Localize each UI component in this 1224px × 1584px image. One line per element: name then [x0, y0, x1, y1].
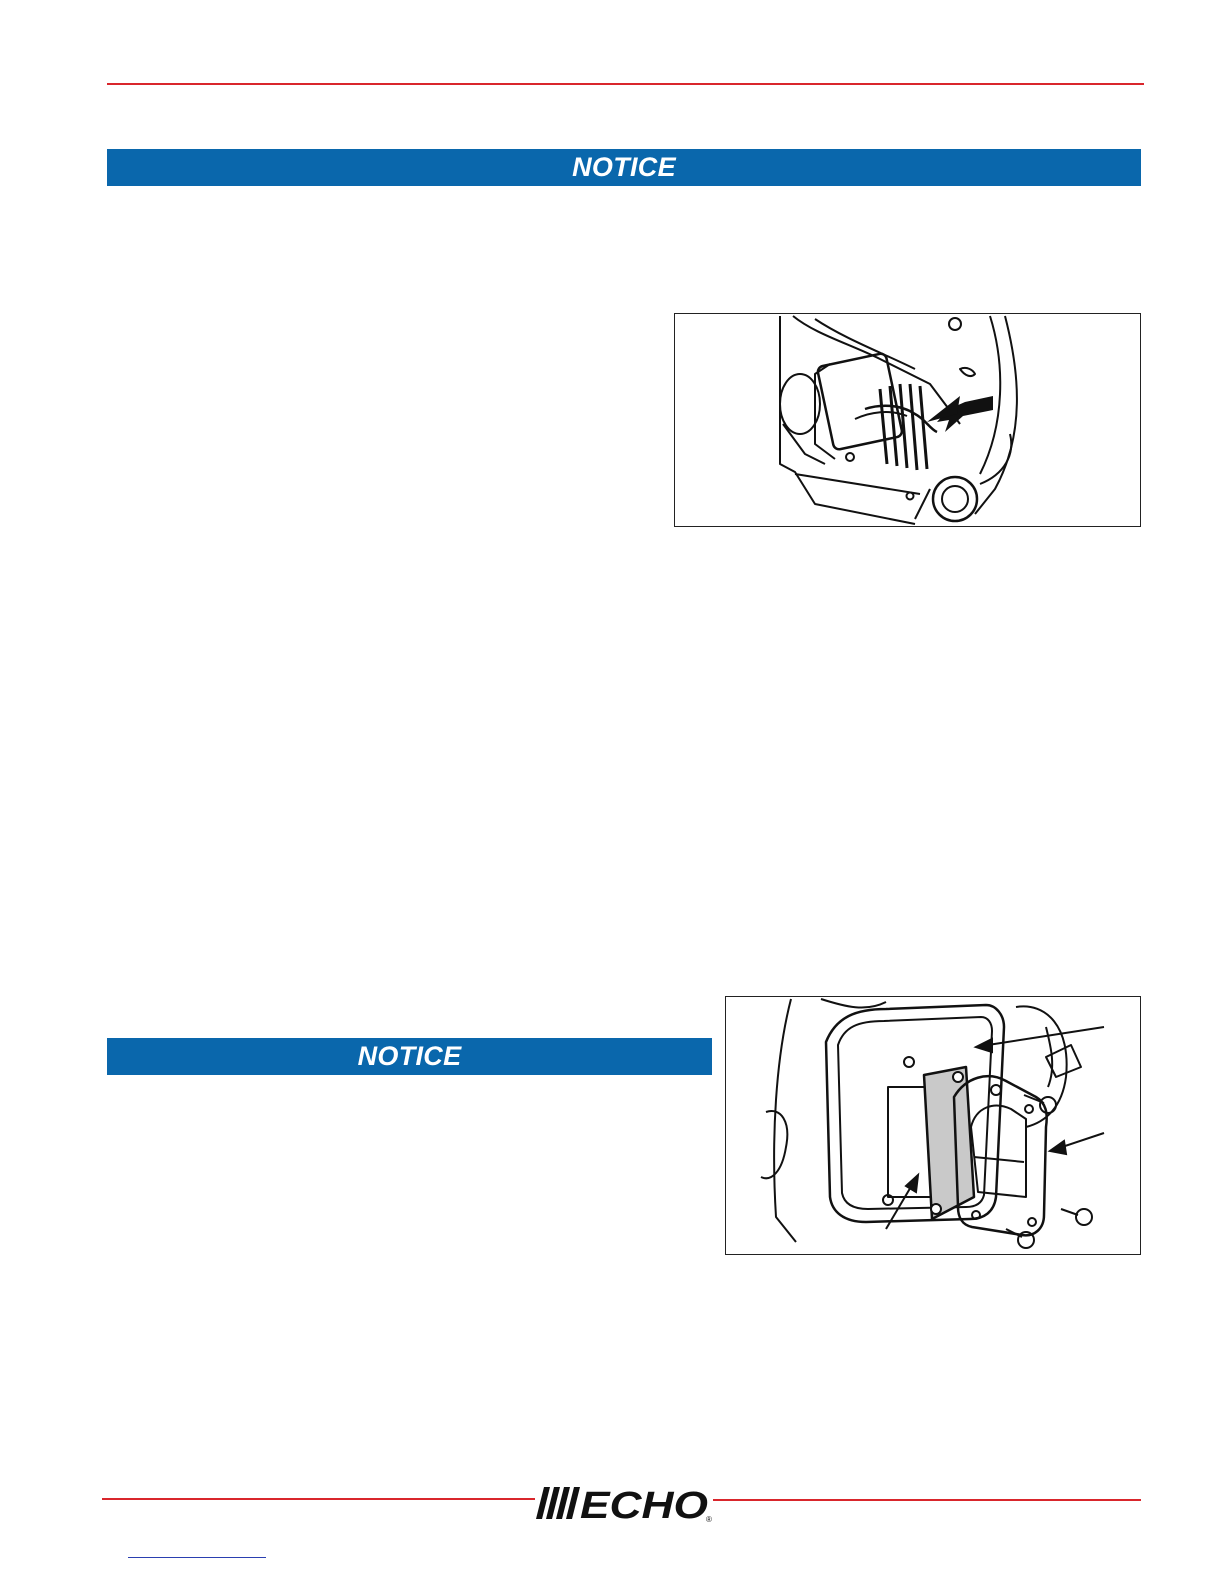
notice-label: NOTICE [572, 152, 676, 182]
muffler-assembly-figure [725, 996, 1141, 1255]
footer-rule-left [102, 1498, 535, 1500]
registered-mark: ® [706, 1515, 712, 1523]
notice-banner-bottom [107, 1038, 712, 1075]
ignition-wire-drawing [675, 314, 1140, 526]
footer-link-underline [128, 1557, 266, 1558]
notice-label: NOTICE [357, 1041, 462, 1071]
echo-wordmark: ECHO [580, 1485, 708, 1523]
notice-banner-top [107, 149, 1141, 186]
arrow-pointer-icon [927, 396, 993, 432]
ignition-wire-figure [674, 313, 1141, 527]
echo-logo-mark [536, 1483, 718, 1523]
echo-logo [536, 1483, 718, 1523]
muffler-assembly-drawing [726, 997, 1140, 1254]
header-rule [107, 83, 1144, 85]
footer-rule-right [713, 1499, 1141, 1501]
